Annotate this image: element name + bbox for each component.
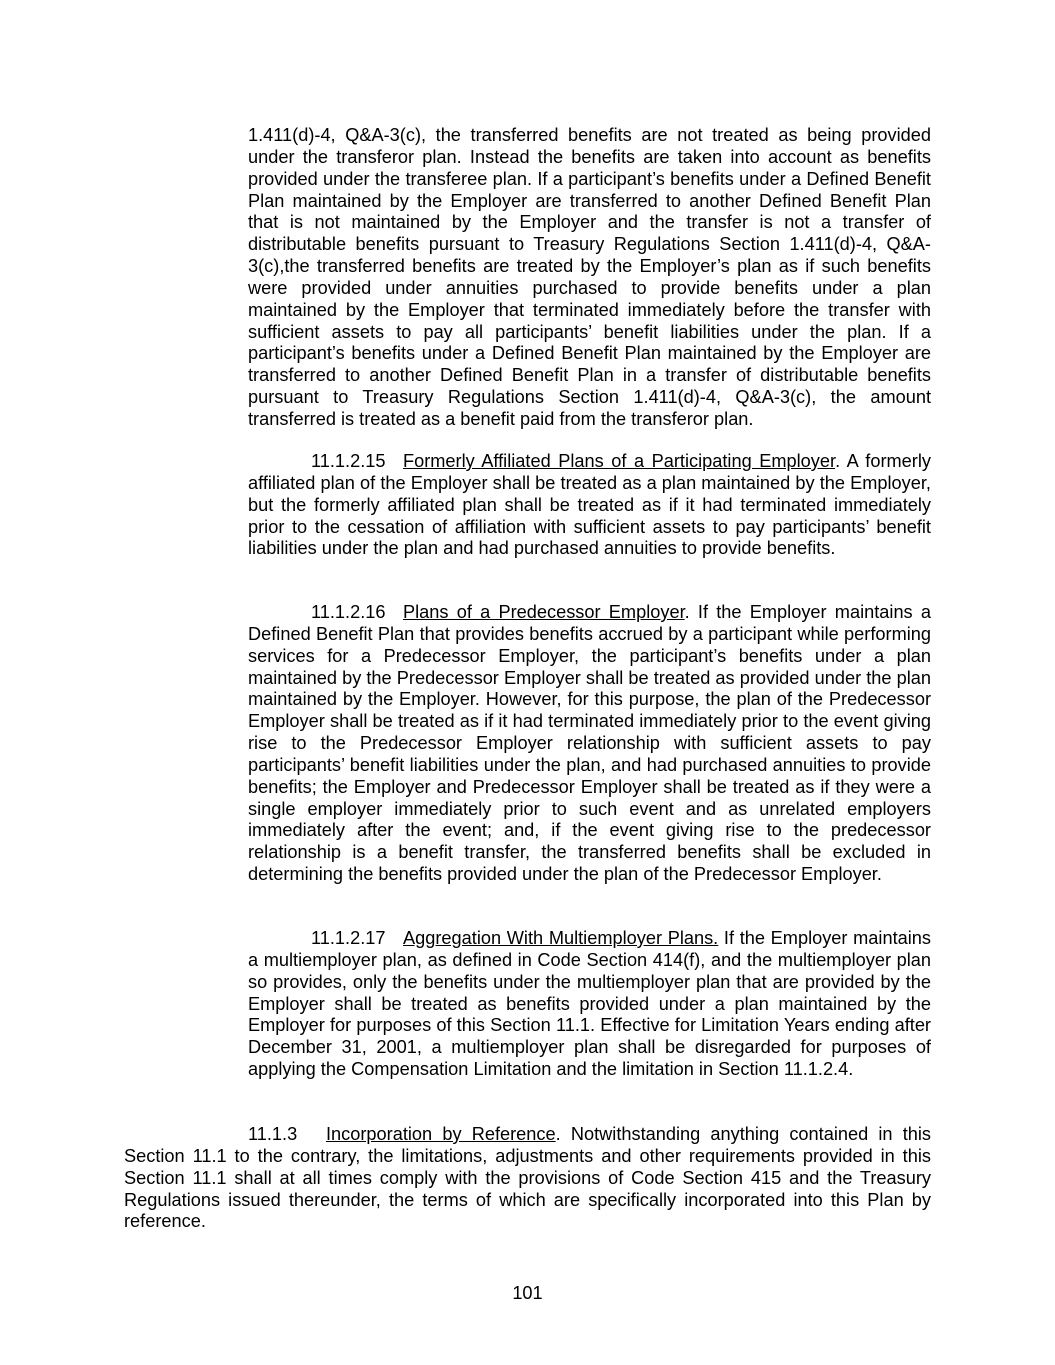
section-heading: Formerly Affiliated Plans of a Participating Employer [403, 451, 836, 471]
section-11-1-2-17 [248, 928, 931, 1081]
section-number: 11.1.2.17 [311, 928, 386, 948]
section-number: 11.1.2.15 [311, 451, 386, 471]
section-11-1-2-16 [248, 602, 931, 886]
section-text: . Notwithstanding anything contained in this Section 11.1 to the contrary, the limitations, adjustments and other requirements provided in this Section 11.1 shall at all times comply with the provisions of Code Section 415 and the Treasury Regulations issued thereunder, the terms of which are specifically incorporated into this Plan by reference. [124, 1124, 932, 1232]
section-number: 11.1.3 [248, 1124, 298, 1144]
section-text: . If the Employer maintains a Defined Benefit Plan that provides benefits accrued by a participant while performing services for a Predecessor Employer, the participant’s benefits under a plan maintained by the Predecessor Employer shall be treated as provided under the plan maintained by the Employer. However, for this purpose, the plan of the Predecessor Employer shall be treated as if it had terminated immediately prior to the event giving rise to the Predecessor Employer relationship with sufficient assets to pay participants’ benefit liabilities under the plan, and had purchased annuities to provide benefits; the Employer and Predecessor Employer shall be treated as if they were a single employer immediately prior to such event and as unrelated employers immediately after the event; and, if the event giving rise to the predecessor relationship is a benefit transfer, the transferred benefits shall be excluded in determining the benefits provided under the plan of the Predecessor Employer. [248, 602, 931, 885]
page-number: 101 [512, 1283, 543, 1303]
section-text: . A formerly affiliated plan of the Employer shall be treated as a plan maintained by the Employer, but the formerly affiliated plan shall be treated as if it had terminated immediately prior to the cessation of affiliation with sufficient assets to pay participants’ benefit liabilities under the plan and had purchased annuities to provide benefits. [248, 451, 931, 559]
paragraph-continuation [248, 125, 931, 431]
section-heading: Incorporation by Reference [326, 1124, 556, 1144]
section-heading: Aggregation With Multiemployer Plans. [403, 928, 719, 948]
section-11-1-3 [124, 1124, 931, 1233]
section-text: If the Employer maintains a multiemployer plan, as defined in Code Section 414(f), and the multiemployer plan so provides, only the benefits under the multiemployer plan that are provided by the Employer shall be treated as benefits provided under a plan maintained by the Employer for purposes of this Section 11.1. Effective for Limitation Years ending after December 31, 2001, a multiemployer plan shall be disregarded for purposes of applying the Compensation Limitation and the limitation in Section 11.1.2.4. [248, 928, 931, 1080]
section-heading: Plans of a Predecessor Employer [403, 602, 685, 622]
paragraph-text: 1.411(d)-4, Q&A-3(c), the transferred benefits are not treated as being provided under the transferor plan. Instead the benefits are taken into account as benefits provided under the transferee plan. If a participant’s benefits under a Defined Benefit Plan maintained by the Employer are transferred to another Defined Benefit Plan that is not maintained by the Employer and the transfer is not a transfer of distributable benefits pursuant to Treasury Regulations Section 1.411(d)-4, Q&A-3(c),the transferred benefits are treated by the Employer’s plan as if such benefits were provided under annuities purchased to provide benefits under a plan maintained by the Employer that terminated immediately before the transfer with sufficient assets to pay all participants’ benefit liabilities under the plan. If a participant’s benefits under a Defined Benefit Plan maintained by the Employer are transferred to another Defined Benefit Plan in a transfer of distributable benefits pursuant to Treasury Regulations Section 1.411(d)-4, Q&A-3(c), the amount transferred is treated as a benefit paid from the transferor plan. [248, 125, 931, 429]
section-number: 11.1.2.16 [311, 602, 386, 622]
section-11-1-2-15 [248, 451, 931, 560]
